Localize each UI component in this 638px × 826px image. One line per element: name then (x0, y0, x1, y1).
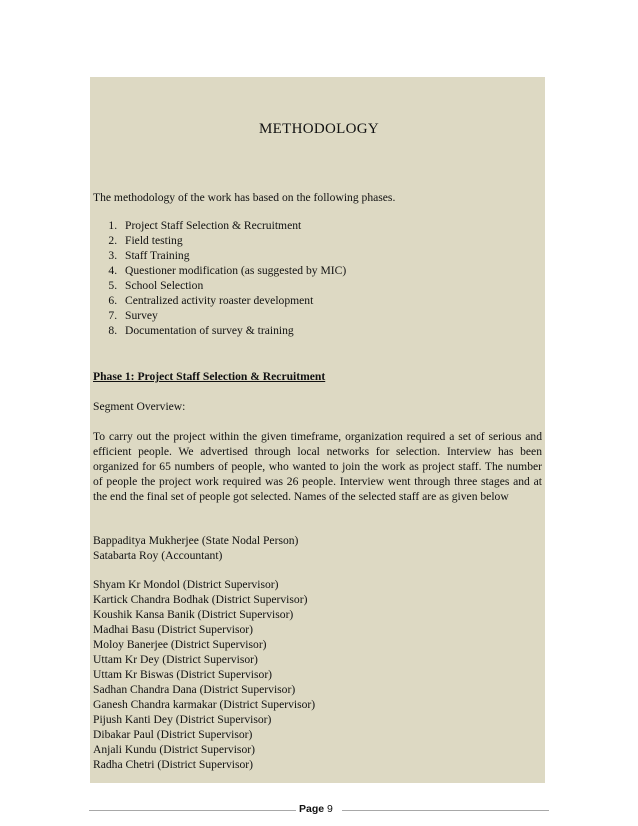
staff-name: Dibakar Paul (District Supervisor) (93, 728, 253, 741)
staff-name: Radha Chetri (District Supervisor) (93, 758, 254, 771)
segment-overview-label: Segment Overview: (93, 400, 186, 413)
staff-name: Ganesh Chandra karmakar (District Supervisor) (93, 698, 316, 711)
phase-item: 3. Staff Training (120, 248, 346, 263)
phase-item: 6. Centralized activity roaster development (120, 293, 346, 308)
phase-item: 4. Questioner modification (as suggested by MIC) (120, 263, 346, 278)
staff-name: Anjali Kundu (District Supervisor) (93, 743, 255, 756)
supervisor-list (93, 577, 315, 772)
page-number-value: 9 (327, 803, 333, 815)
staff-name: Madhai Basu (District Supervisor) (93, 623, 254, 636)
phase-item: 2. Field testing (120, 233, 346, 248)
phase-item: 7. Survey (120, 308, 346, 323)
page-number (299, 803, 333, 815)
staff-name: Shyam Kr Mondol (District Supervisor) (93, 578, 279, 591)
staff-name: Pijush Kanti Dey (District Supervisor) (93, 713, 272, 726)
phase-item: 8. Documentation of survey & training (120, 323, 346, 338)
staff-name: Uttam Kr Biswas (District Supervisor) (93, 668, 273, 681)
page-label: Page (299, 803, 325, 815)
staff-name: Satabarta Roy (Accountant) (93, 549, 223, 562)
staff-name: Uttam Kr Dey (District Supervisor) (93, 653, 258, 666)
staff-name: Sadhan Chandra Dana (District Supervisor) (93, 683, 296, 696)
intro-text: The methodology of the work has based on the following phases. (93, 191, 396, 204)
footer-divider-right (342, 810, 549, 811)
staff-name: Bappaditya Mukherjee (State Nodal Person) (93, 534, 299, 547)
lead-staff-list (93, 533, 298, 563)
overview-paragraph: To carry out the project within the given timeframe, organization required a set of serious and efficient people. We advertised through local networks for selection. Interview has been organized for 65 numbers of people, who wanted to join the work as project staff. The number of people the project work required was 26 people. Interview went through three stages and at the end the final set of people got selected. Names of the selected staff are as given below (93, 430, 542, 503)
page-title: METHODOLOGY (259, 121, 379, 137)
phase-item: 1. Project Staff Selection & Recruitment (120, 218, 346, 233)
phase1-heading: Phase 1: Project Staff Selection & Recruitment (93, 370, 326, 383)
footer-divider-left (89, 810, 296, 811)
phase-item: 5. School Selection (120, 278, 346, 293)
staff-name: Kartick Chandra Bodhak (District Supervisor) (93, 593, 308, 606)
staff-name: Moloy Banerjee (District Supervisor) (93, 638, 267, 651)
staff-name: Koushik Kansa Banik (District Supervisor) (93, 608, 294, 621)
phase-list (93, 218, 346, 338)
